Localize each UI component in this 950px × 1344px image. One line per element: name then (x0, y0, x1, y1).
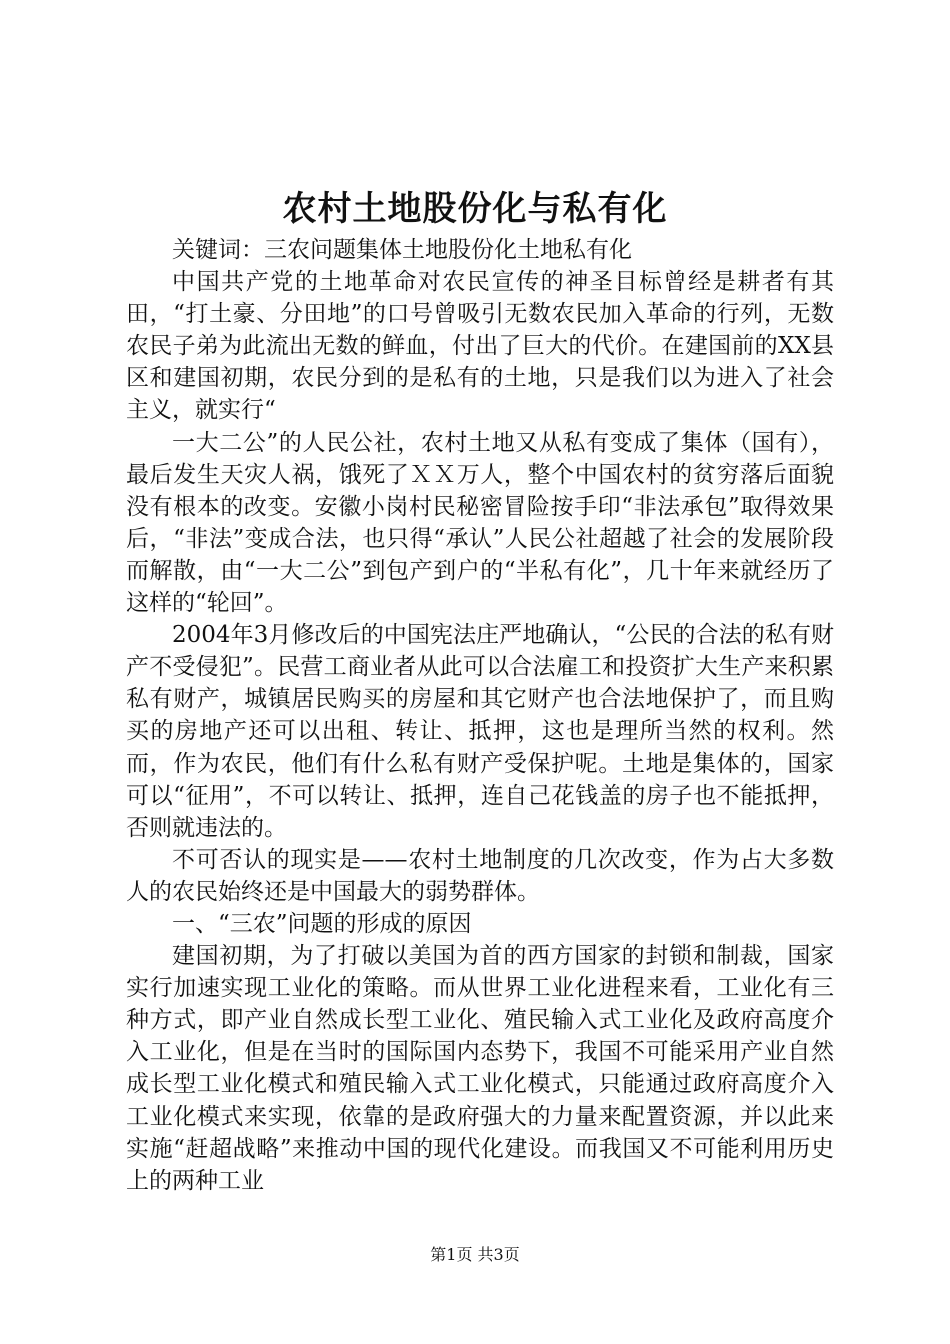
document-title: 农村土地股份化与私有化 (282, 189, 668, 229)
document-body (126, 234, 834, 1197)
body-paragraph: 2004年3月修改后的中国宪法庄严地确认，“公民的合法的私有财产不受侵犯”。民营工商业者从此可以合法雇工和投资扩大生产来积累私有财产，城镇居民购买的房屋和其它财产也合法地保护了，而且购买的房地产还可以出租、转让、抵押，这也是理所当然的权利。然而，作为农民，他们有什么私有财产受保护呢。土地是集体的，国家可以“征用”，不可以转让、抵押，连自己花钱盖的房子也不能抵押，否则就违法的。 (126, 622, 834, 841)
body-paragraph: 建国初期，为了打破以美国为首的西方国家的封锁和制裁，国家实行加速实现工业化的策略。而从世界工业化进程来看，工业化有三种方式，即产业自然成长型工业化、殖民输入式工业化及政府高度介入工业化，但是在当时的国际国内态势下，我国不可能采用产业自然成长型工业化模式和殖民输入式工业化模式，只能通过政府高度介入工业化模式来实现，依靠的是政府强大的力量来配置资源，并以此来实施“赶超战略”来推动中国的现代化建设。而我国又不可能利用历史上的两种工业 (126, 943, 834, 1194)
section-heading: 一、“三农”问题的形成的原因 (172, 910, 472, 937)
body-paragraph: 一大二公”的人民公社，农村土地又从私有变成了集体（国有），最后发生天灾人祸，饿死了ＸＸ万人，整个中国农村的贫穷落后面貌没有根本的改变。安徽小岗村民秘密冒险按手印“非法承包”取得效果后，“非法”变成合法，也只得“承认”人民公社超越了社会的发展阶段而解散，由“一大二公”到包产到户的“半私有化”，几十年来就经历了这样的“轮回”。 (126, 429, 834, 617)
page-footer: 第1页 共3页 (430, 1245, 520, 1264)
body-paragraph: 不可否认的现实是——农村土地制度的几次改变，作为占大多数人的农民始终还是中国最大的弱势群体。 (126, 846, 834, 905)
body-paragraph: 中国共产党的土地革命对农民宣传的神圣目标曾经是耕者有其田，“打土豪、分田地”的口号曾吸引无数农民加入革命的行列，无数农民子弟为此流出无数的鲜血，付出了巨大的代价。在建国前的XX县区和建国初期，农民分到的是私有的土地，只是我们以为进入了社会主义，就实行“ (126, 269, 834, 424)
keywords-paragraph: 关键词：三农问题集体土地股份化土地私有化 (172, 237, 632, 263)
